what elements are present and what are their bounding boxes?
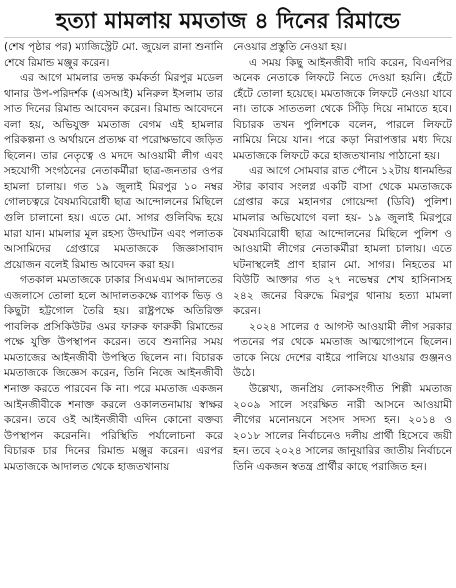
- paragraph: (শেষ পৃষ্ঠার পর) ম্যাজিস্ট্রেট মো. জুয়েল রানা শুনানি শেষে রিমান্ড মঞ্জুর করেন।: [4, 41, 223, 69]
- headline-divider: [4, 37, 452, 38]
- right-column: [233, 40, 452, 588]
- left-column: [4, 40, 223, 588]
- article-headline: হত্যা মামলায় মমতাজ ৪ দিনের রিমান্ডে: [55, 8, 401, 34]
- paragraph: নেওয়ার প্রস্তুতি নেওয়া হয়।: [233, 41, 347, 53]
- article-body: [4, 40, 452, 588]
- paragraph: গতকাল মমতাজকে ঢাকার সিএমএম আদালতের এজলাসে তোলা হলে আদালতকক্ষে ব্যাপক ভিড় ও কিছুটা হট্টগোল তৈরি হয়। রাষ্ট্রপক্ষে অতিরিক্ত পাবলিক প্রসিকিউটর ওমর ফারুক ফারুকী রিমান্ডের পক্ষে যুক্তি উপস্থাপন করেন। তবে শুনানির সময় মমতাজের আইনজীবী উপস্থিত ছিলেন না। বিচারক মমতাজকে জিজ্ঞেস করেন, তিনি নিজে আইনজীবী শনাক্ত করতে পারবেন কি না। পরে মমতাজ একজন আইনজীবীকে শনাক্ত করলে ওকালতনামায় স্বাক্ষর করেন। তবে ওই আইনজীবী এদিন কোনো বক্তব্য উপস্থাপন করেননি। পরিস্থিতি পর্যালোচনা করে বিচারক চার দিনের রিমান্ড মঞ্জুর করেন। এরপর মমতাজকে আদালত থেকে হাজতখানায়: [4, 274, 223, 473]
- paragraph: এর আগে সোমবার রাত পৌনে ১২টায় ধানমন্ডির স্টার কাবাব সংলগ্ন একটি বাসা থেকে মমতাজকে গ্রেপ্তার করে মহানগর গোয়েন্দা (ডিবি) পুলিশ। মামলার অভিযোগে বলা হয়- ১৯ জুলাই মিরপুরে বৈষম্যবিরোধী ছাত্র আন্দোলনের মিছিলে পুলিশ ও আওয়ামী লীগের নেতাকর্মীরা হামলা চালায়। এতে ঘটনাস্থলেই প্রাণ হারান মো. সাগর। নিহতের মা বিউটি আক্তার গত ২৭ নভেম্বর শেখ হাসিনাসহ ২৪২ জনের বিরুদ্ধে মিরপুর থানায় হত্যা মামলা করেন।: [233, 165, 452, 318]
- paragraph: এর আগে মামলার তদন্ত কর্মকর্তা মিরপুর মডেল থানার উপ-পরিদর্শক (এসআই) মনিরুল ইসলাম তার সাত দিনের রিমান্ড আবেদন করেন। রিমান্ড আবেদনে বলা হয়, অভিযুক্ত মমতাজ বেগম এই হামলার পরিকল্পনা ও অর্থায়নে প্রত্যক্ষ বা পরোক্ষভাবে জড়িত ছিলেন। তার নেতৃত্বে ও মদদে আওয়ামী লীগ এবং সহযোগী সংগঠনের নেতাকর্মীরা ছাত্র-জনতার ওপর হামলা চালায়। গত ১৯ জুলাই মিরপুর ১০ নম্বর গোলচত্বরে বৈষম্যবিরোধী ছাত্র আন্দোলনের মিছিলে গুলি চালানো হয়। এতে মো. সাগর গুলিবিদ্ধ হয়ে মারা যান। মামলার মূল রহস্য উদঘাটন এবং পলাতক আসামিদের গ্রেপ্তারে মমতাজকে জিজ্ঞাসাবাদ প্রয়োজন বলেই রিমান্ড আবেদন করা হয়।: [4, 72, 223, 271]
- paragraph: উল্লেখ্য, জনপ্রিয় লোকসংগীত শিল্পী মমতাজ ২০০৯ সালে সংরক্ষিত নারী আসনে আওয়ামী লীগের মনোনয়নে সংসদ সদস্য হন। ২০১৪ ও ২০১৮ সালের নির্বাচনেও দলীয় প্রার্থী হিসেবে জয়ী হন। তবে ২০২৪ সালের জানুয়ারির জাতীয় নির্বাচনে তিনি একজন স্বতন্ত্র প্রার্থীর কাছে পরাজিত হন।: [233, 383, 452, 473]
- paragraph: এ সময় কিছু আইনজীবী দাবি করেন, বিএনপির অনেক নেতাকে লিফটে নিতে দেওয়া হয়নি। হেঁটে হেঁটে তোলা হয়েছে। মমতাজকে লিফটে নেওয়া যাবে না। তাকে সাততলা থেকে সিঁড়ি দিয়ে নামাতে হবে। বিচারক তখন পুলিশকে বলেন, পারলে লিফটে নামিয়ে নিয়ে যান। পরে কড়া নিরাপত্তার মধ্য দিয়ে মমতাজকে লিফটে করে হাজতখানায় পাঠানো হয়।: [233, 56, 452, 162]
- paragraph: ২০২৪ সালের ৫ আগস্ট আওয়ামী লীগ সরকার পতনের পর থেকে মমতাজ আত্মগোপনে ছিলেন। তাকে নিয়ে দেশের বাইরে পালিয়ে যাওয়ার গুঞ্জনও উঠে।: [233, 320, 452, 380]
